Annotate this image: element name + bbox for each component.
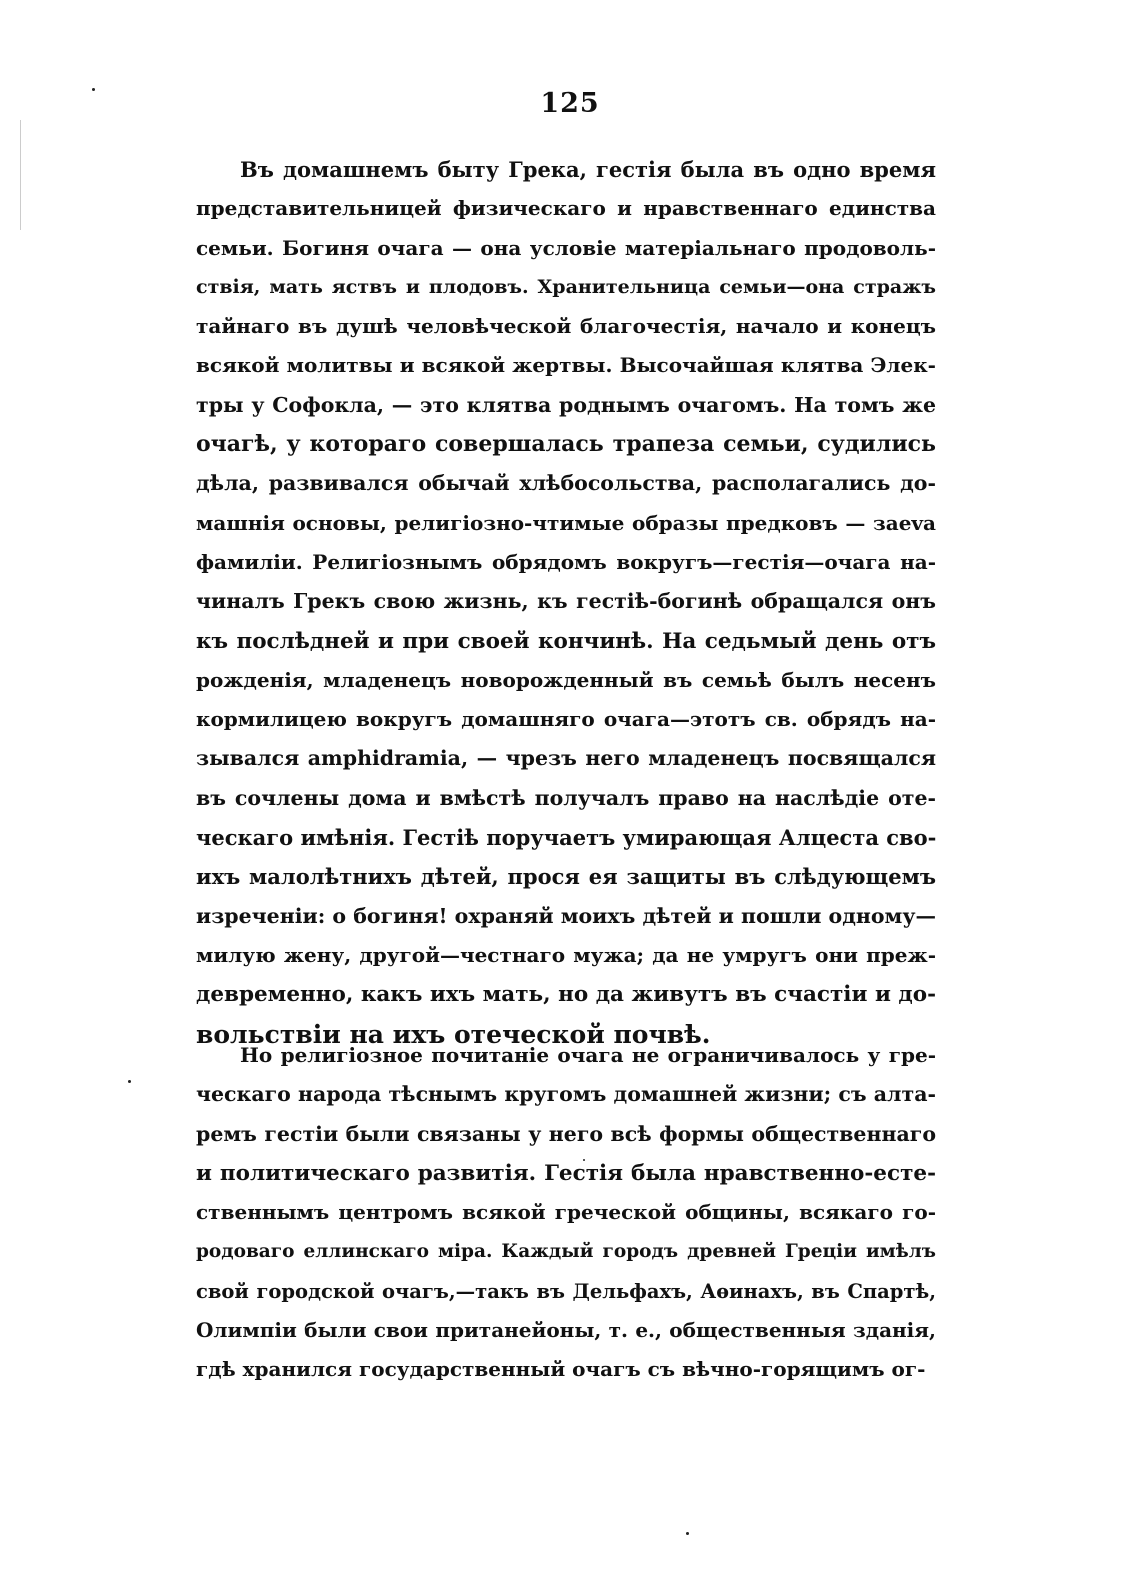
- text-line: представительницей физическаго и нравственнаго единства: [196, 196, 936, 221]
- text-line: и политическаго развитія. Гестія была нравственно-есте-: [196, 1160, 936, 1186]
- text-line: ихъ малолѣтнихъ дѣтей, прося ея защиты въ слѣдующемъ: [196, 864, 936, 890]
- text-line: зывался amphidramia, — чрезъ него младенецъ посвящался: [196, 746, 936, 771]
- text-line: изреченіи: о богиня! охраняй моихъ дѣтей и пошли одному—: [196, 903, 936, 928]
- text-line: тайнаго въ душѣ человѣческой благочестія, начало и конецъ: [196, 314, 936, 339]
- scan-speck: [92, 88, 95, 91]
- text-line: Въ домашнемъ быту Грека, гестія была въ одно время: [240, 157, 936, 182]
- text-line: тры у Софокла, — это клятва роднымъ очагомъ. На томъ же: [196, 392, 936, 417]
- page-number: 125: [540, 88, 600, 119]
- text-line: вольствіи на ихъ отеческой почвѣ.: [196, 1019, 711, 1049]
- text-line: девременно, какъ ихъ мать, но да живутъ въ счастіи и до-: [196, 982, 936, 1008]
- text-line: дѣла, развивался обычай хлѣбосольства, располагались до-: [196, 471, 936, 496]
- text-line: фамиліи. Религіознымъ обрядомъ вокругъ—гестія—очага на-: [196, 549, 936, 574]
- scan-speck: [686, 1532, 689, 1535]
- paragraph-1: [196, 150, 936, 1054]
- text-line: свой городской очагъ,—такъ въ Дельфахъ, Аѳинахъ, въ Спартѣ,: [196, 1279, 936, 1303]
- scan-speck: [583, 1159, 585, 1161]
- text-line: очагѣ, у котораго совершалась трапеза семьи, судились: [196, 431, 936, 458]
- text-line: Олимпіи были свои пританейоны, т. е., общественныя зданія,: [196, 1318, 936, 1343]
- scan-edge-mark: [20, 120, 21, 230]
- text-line: ственнымъ центромъ всякой греческой общины, всякаго го-: [196, 1200, 936, 1225]
- text-line: чиналъ Грекъ свою жизнь, къ гестіѣ-богинѣ обращался онъ: [196, 589, 936, 614]
- text-line: всякой молитвы и всякой жертвы. Высочайшая клятва Элек-: [196, 353, 936, 378]
- text-line: семьи. Богиня очага — она условіе матеріальнаго продоволь-: [196, 235, 936, 260]
- text-line: ческаго народа тѣснымъ кругомъ домашней жизни; съ алта-: [196, 1082, 936, 1107]
- text-line: машнія основы, религіозно-чтимые образы предковъ — заеva: [196, 510, 936, 535]
- text-line: ремъ гестіи были связаны у него всѣ формы общественнаго: [196, 1121, 936, 1146]
- text-line: ствія, мать яствъ и плодовъ. Хранительница семьи—она стражъ: [196, 275, 936, 298]
- scan-speck: [128, 1080, 131, 1083]
- text-line: ческаго имѣнія. Гестіѣ поручаетъ умирающая Алцеста сво-: [196, 825, 936, 851]
- text-line: къ послѣдней и при своей кончинѣ. На седьмый день отъ: [196, 628, 936, 654]
- text-line: гдѣ хранился государственный очагъ съ вѣчно-горящимъ ог-: [196, 1357, 926, 1382]
- text-line: рожденія, младенецъ новорожденный въ семьѣ былъ несенъ: [196, 667, 936, 692]
- text-line: родоваго еллинскаго міра. Каждый городъ древней Греціи имѣлъ: [196, 1241, 936, 1263]
- text-line: Но религіозное почитаніе очага не ограничивалось у гре-: [240, 1043, 936, 1067]
- text-line: кормилицею вокругъ домашняго очага—этотъ св. обрядъ на-: [196, 707, 936, 732]
- text-line: въ сочлены дома и вмѣстѣ получалъ право на наслѣдіе оте-: [196, 785, 936, 810]
- text-line: милую жену, другой—честнаго мужа; да не умругъ они преж-: [196, 942, 936, 967]
- paragraph-2: [196, 1036, 936, 1390]
